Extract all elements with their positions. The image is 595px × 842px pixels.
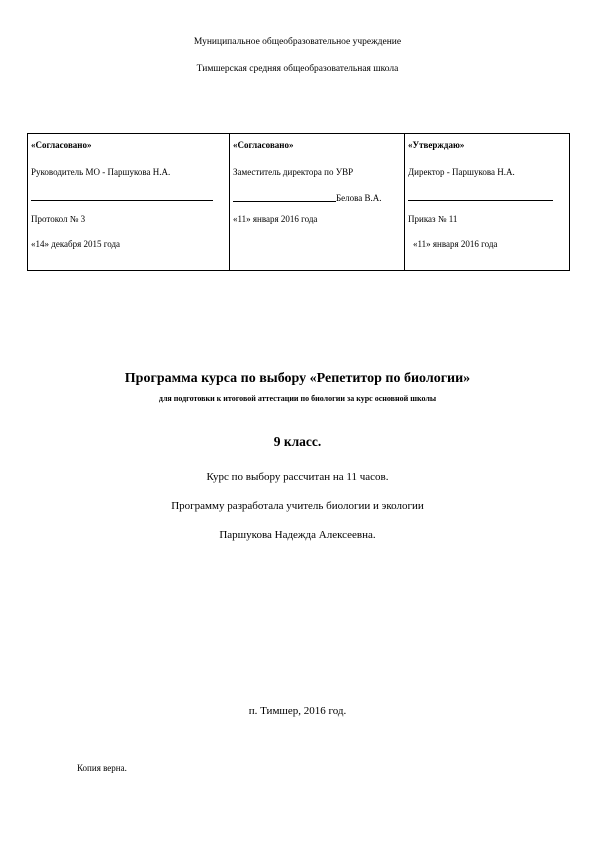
copy-note: Копия верна.	[77, 763, 127, 773]
approval-column-deputy	[230, 134, 405, 270]
order-number: Приказ № 11	[408, 214, 458, 224]
signature-line	[408, 200, 553, 201]
course-hours: Курс по выбору рассчитан на 11 часов.	[206, 471, 389, 483]
place-year: п. Тимшер, 2016 год.	[248, 705, 347, 717]
approval-column-mo	[28, 134, 230, 270]
program-grade: 9 класс.	[273, 434, 322, 449]
signature-line	[31, 200, 213, 201]
protocol-number: Протокол № 3	[31, 214, 86, 224]
approval-table	[27, 133, 570, 271]
approval-person: Руководитель МО - Паршукова Н.А.	[31, 167, 171, 177]
program-subtitle: для подготовки к итоговой аттестации по биологии за курс основной школы	[158, 394, 437, 403]
approval-date: «11» января 2016 года	[413, 239, 498, 249]
approval-person: Директор - Паршукова Н.А.	[408, 167, 515, 177]
approval-heading: «Согласовано»	[31, 140, 92, 150]
approval-heading: «Согласовано»	[233, 140, 294, 150]
approval-heading: «Утверждаю»	[408, 140, 465, 150]
signature-line	[233, 201, 336, 202]
author-name: Паршукова Надежда Алексеевна.	[219, 529, 376, 541]
approval-person: Заместитель директора по УВР	[233, 167, 354, 177]
approval-signatory-name: Белова В.А.	[336, 193, 382, 203]
school-name: Тимшерская средняя общеобразовательная школа	[196, 64, 399, 74]
approval-date: «11» января 2016 года	[233, 214, 318, 224]
author-line: Программу разработала учитель биологии и экологии	[171, 500, 424, 512]
institution-type: Муниципальное общеобразовательное учреждение	[193, 37, 402, 47]
approval-column-director	[405, 134, 569, 270]
program-title: Программа курса по выбору «Репетитор по биологии»	[124, 371, 471, 386]
approval-date: «14» декабря 2015 года	[31, 239, 121, 249]
